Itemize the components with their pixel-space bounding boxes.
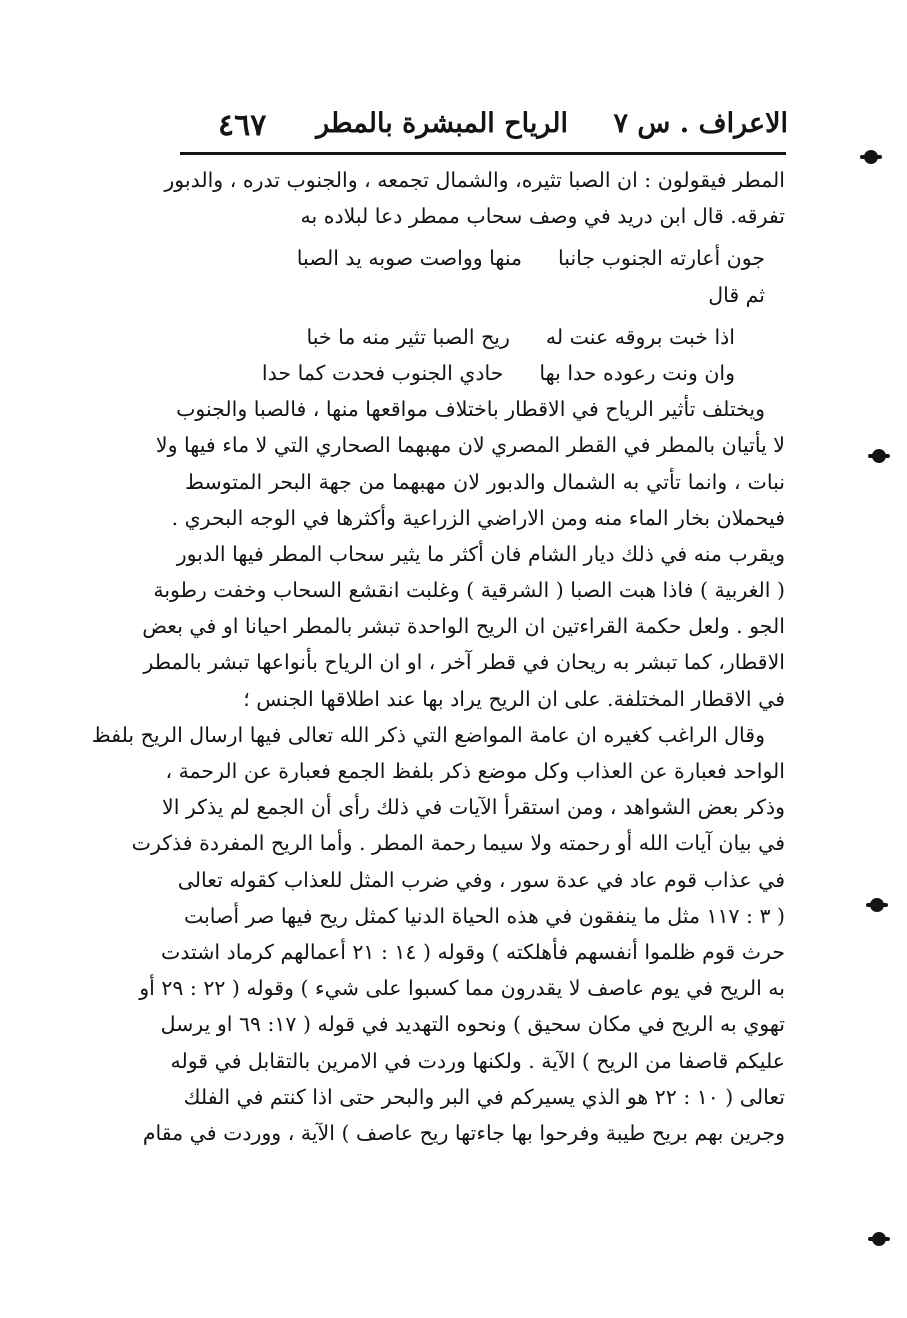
text-line: فيحملان بخار الماء منه ومن الاراضي الزراعية وأكثرها في الوجه البحري .	[171, 505, 785, 530]
text-line: عليكم قاصفا من الريح ) الآية . ولكنها وردت في الامرين بالتقابل في قوله	[170, 1048, 785, 1073]
verse-line	[185, 240, 785, 276]
binding-hole-mark	[870, 898, 884, 912]
verse-hemistich: جون أعارته الجنوب جانبا	[558, 246, 765, 271]
text-line: في بيان آيات الله أو رحمته ولا سيما رحمة المطر . وأما الريح المفردة فذكرت	[131, 831, 785, 856]
text-line: ويقرب منه في ذلك ديار الشام فان أكثر ما يثير سحاب المطر فيها الدبور	[176, 541, 785, 566]
verse-line	[185, 355, 785, 391]
text-line: به الريح في يوم عاصف لا يقدرون مما كسبوا على شيء ) وقوله ( ٢٢ : ٢٩ أو	[139, 976, 785, 1001]
running-header	[178, 100, 788, 152]
main-text	[91, 162, 785, 1151]
text-line: وذكر بعض الشواهد ، ومن استقرأ الآيات في ذلك رأى أن الجمع لم يذكر الا	[162, 795, 785, 820]
text-line: وجرين بهم بريح طيبة وفرحوا بها جاءتها ريح عاصف ) الآية ، ووردت في مقام	[142, 1120, 785, 1145]
verse-hemistich: حادي الجنوب فحدت كما حدا	[261, 360, 504, 385]
text-line: ويختلف تأثير الرياح في الاقطار باختلاف مواقعها منها ، فالصبا والجنوب	[176, 397, 765, 422]
binding-hole-mark	[872, 1232, 886, 1246]
text-line: حرث قوم ظلموا أنفسهم فأهلكته ) وقوله ( ١٤ : ٢١ أعمالهم كرماد اشتدت	[160, 939, 785, 964]
text-line: نبات ، وانما تأتي به الشمال والدبور لان مهبهما من جهة البحر المتوسط	[185, 469, 785, 494]
binding-hole-mark	[864, 150, 878, 164]
text-line: تهوي به الريح في مكان سحيق ) ونحوه التهديد في قوله ( ١٧: ٦٩ او يرسل	[160, 1012, 785, 1037]
text-line: تفرقه. قال ابن دريد في وصف سحاب ممطر دعا لبلاده به	[300, 204, 785, 229]
text-line: المطر فيقولون : ان الصبا تثيره، والشمال تجمعه ، والجنوب تدره ، والدبور	[164, 168, 785, 192]
verse-line	[185, 319, 785, 355]
binding-hole-mark	[872, 449, 886, 463]
text-line: في عذاب قوم عاد في عدة سور ، وفي ضرب المثل للعذاب كقوله تعالى	[177, 867, 785, 892]
text-line: الواحد فعبارة عن العذاب وكل موضع ذكر بلفظ الجمع فعبارة عن الرحمة ،	[165, 759, 785, 783]
text-line: وقال الراغب كغيره ان عامة المواضع التي ذكر الله تعالى فيها ارسال الريح بلفظ	[91, 722, 765, 747]
verse-hemistich: وان ونت رعوده حدا بها	[539, 360, 735, 385]
text-line: الجو . ولعل حكمة القراءتين ان الريح الواحدة تبشر بالمطر احيانا او في بعض	[142, 614, 785, 639]
text-line: ( الغربية ) فاذا هبت الصبا ( الشرقية ) وغلبت انقشع السحاب وخفت رطوبة	[153, 578, 785, 603]
section-title: الرياح المبشرة بالمطر	[316, 108, 568, 139]
verse-hemistich: اذا خبت بروقه عنت له	[545, 324, 735, 349]
text-line: ( ٣ : ١١٧ مثل ما ينفقون في هذه الحياة الدنيا كمثل ريح فيها صر أصابت	[183, 903, 785, 928]
text-line: في الاقطار المختلفة. على ان الريح يراد بها عند اطلاقها الجنس ؛	[243, 686, 785, 711]
chapter-reference: الاعراف . س ٧	[613, 108, 788, 139]
text-line: لا يأتيان بالمطر في القطر المصري لان مهبهما الصحاري التي لا ماء فيها ولا	[155, 433, 785, 458]
text-line: الاقطار، كما تبشر به ريحان في قطر آخر ، او ان الرياح بأنواعها تبشر بالمطر	[143, 650, 785, 675]
text-line: ثم قال	[708, 282, 765, 307]
verse-hemistich: منها وواصت صوبه يد الصبا	[296, 246, 523, 271]
verse-hemistich: ريح الصبا تثير منه ما خبا	[306, 324, 510, 349]
header-rule	[180, 152, 786, 155]
text-line: تعالى ( ١٠ : ٢٢ هو الذي يسيركم في البر والبحر حتى اذا كنتم في الفلك	[183, 1084, 785, 1109]
page-number: ٤٦٧	[218, 108, 267, 143]
